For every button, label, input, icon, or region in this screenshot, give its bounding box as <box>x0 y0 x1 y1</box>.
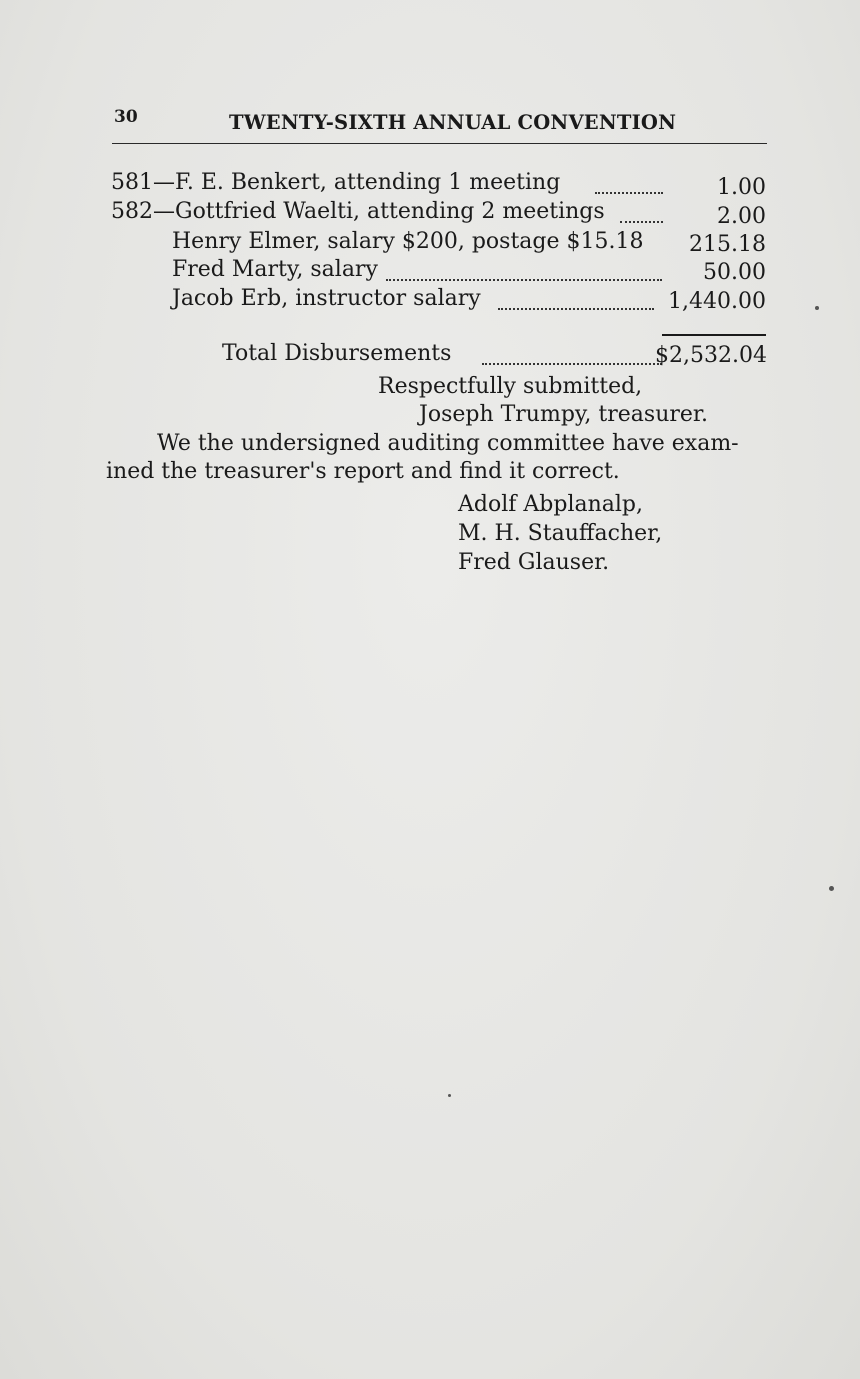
total-amount: $2,532.04 <box>655 343 767 368</box>
dot-leader <box>498 308 654 310</box>
running-head: TWENTY-SIXTH ANNUAL CONVENTION <box>229 111 677 134</box>
committee-signature: M. H. Stauffacher, <box>458 521 663 546</box>
total-line <box>222 341 767 371</box>
entry-description: Henry Elmer, salary $200, postage $15.18 <box>172 229 644 254</box>
entry-description: 582—Gottfried Waelti, attending 2 meetings <box>111 199 605 224</box>
committee-signature: Adolf Abplanalp, <box>458 492 643 517</box>
dot-leader <box>482 363 662 365</box>
entry-description: Fred Marty, salary <box>172 257 378 282</box>
total-label: Total Disbursements <box>222 341 452 366</box>
committee-signature: Fred Glauser. <box>458 550 610 575</box>
entry-amount: 50.00 <box>703 260 766 285</box>
dot-leader <box>386 279 662 281</box>
audit-paragraph-line: ined the treasurer's report and find it correct. <box>106 459 620 484</box>
scan-speck <box>448 1094 451 1097</box>
sum-rule <box>662 334 766 336</box>
entry-amount: 2.00 <box>717 204 766 229</box>
entry-description: 581—F. E. Benkert, attending 1 meeting <box>111 170 561 195</box>
treasurer-signature: Joseph Trumpy, treasurer. <box>419 402 708 427</box>
page-header <box>112 103 767 144</box>
page-number: 30 <box>114 107 138 127</box>
scan-speck <box>829 886 834 891</box>
scan-speck <box>815 306 819 310</box>
dot-leader <box>595 192 663 194</box>
audit-paragraph-line: We the undersigned auditing committee have exam- <box>157 431 739 456</box>
entry-amount: 1.00 <box>717 175 766 200</box>
entry-amount: 215.18 <box>689 232 766 257</box>
entry-amount: 1,440.00 <box>668 289 766 314</box>
closing-line: Respectfully submitted, <box>378 374 643 399</box>
entry-description: Jacob Erb, instructor salary <box>172 286 481 311</box>
